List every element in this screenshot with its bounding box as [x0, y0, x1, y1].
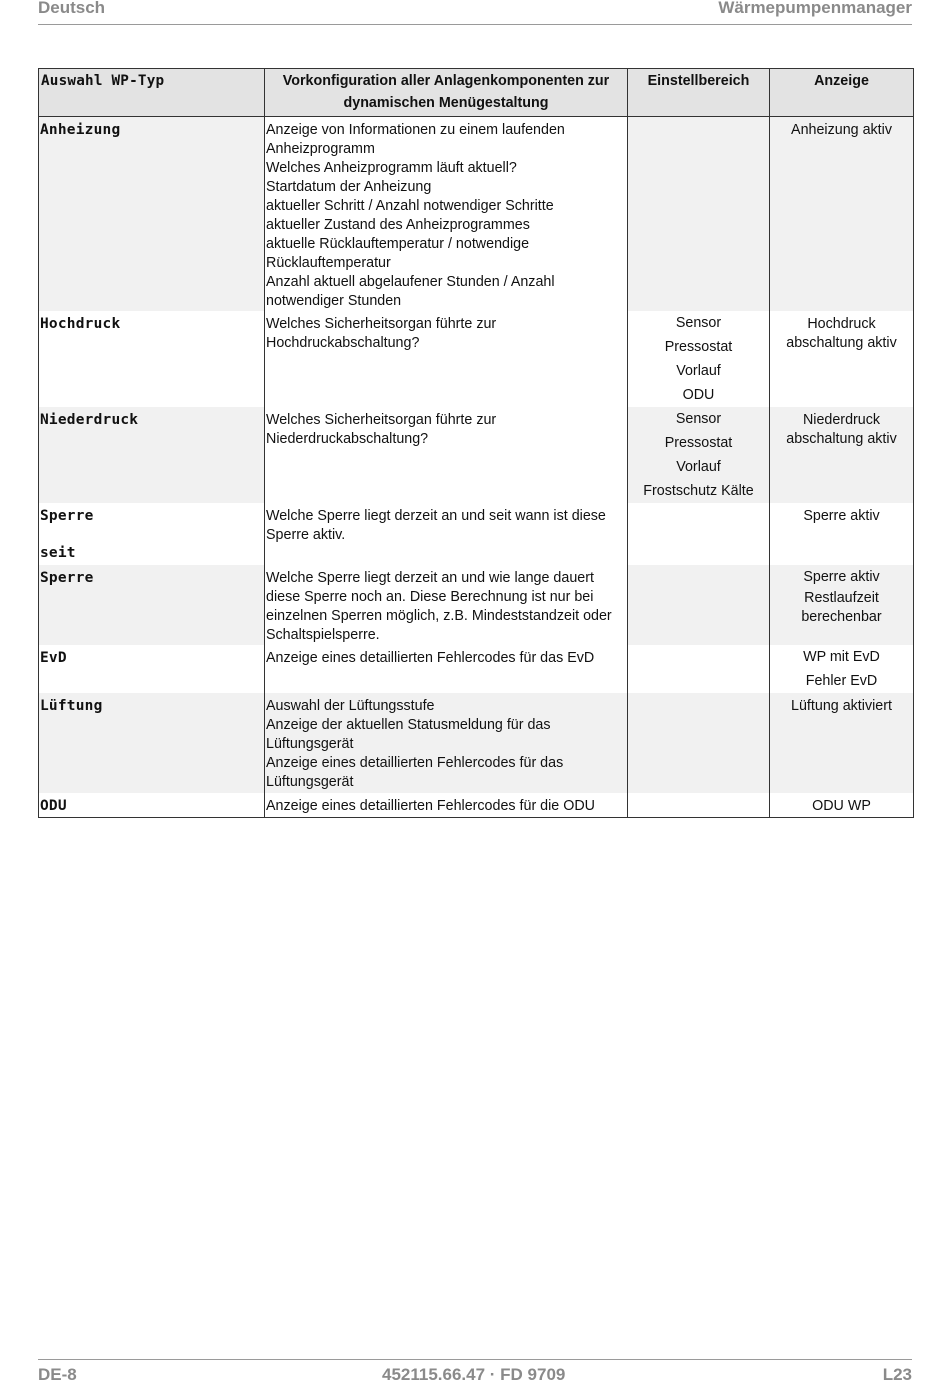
description-line: Startdatum der Anheizung [266, 179, 432, 195]
display-value: Niederdruck abschaltung aktiv [786, 412, 897, 447]
row-name: Hochdruck [39, 311, 265, 407]
row-description [265, 407, 628, 503]
table-row [39, 117, 914, 312]
row-range [628, 645, 770, 693]
row-name [39, 503, 265, 565]
footer-page-number: DE-8 [38, 1365, 77, 1384]
page-header [38, 0, 912, 25]
row-description [265, 565, 628, 645]
description-line: Welches Sicherheitsorgan führte zur Hochdruckabschaltung? [266, 316, 497, 351]
range-option: Sensor [675, 411, 722, 427]
description-line: aktuelle Rücklauftemperatur / notwendige Rücklauftemperatur [266, 236, 530, 271]
row-description [265, 645, 628, 693]
row-range [628, 503, 770, 565]
row-description [265, 117, 628, 312]
display-value: Restlaufzeit berechenbar [801, 590, 882, 625]
row-display [770, 311, 914, 407]
range-option: Vorlauf [676, 459, 721, 475]
description-line: Anzeige eines detaillierten Fehlercodes für das EvD [266, 650, 595, 666]
table-row [39, 645, 914, 693]
range-option: ODU [682, 387, 715, 403]
range-option: Vorlauf [676, 363, 721, 379]
row-display [770, 565, 914, 645]
description-line: Welche Sperre liegt derzeit an und seit wann ist diese Sperre aktiv. [266, 508, 606, 543]
description-line: aktueller Zustand des Anheizprogrammes [266, 217, 530, 233]
display-value: Lüftung aktiviert [791, 698, 892, 714]
table-row [39, 793, 914, 818]
display-value: Sperre aktiv [803, 508, 880, 524]
table-row [39, 407, 914, 503]
row-name: ODU [39, 793, 265, 818]
header-wp-type: Auswahl WP-Typ [39, 69, 265, 117]
table-row [39, 693, 914, 793]
header-preconfiguration: Vorkonfiguration aller Anlagenkomponenten zur dynamischen Menügestaltung [265, 69, 628, 117]
settings-table [38, 68, 914, 818]
description-line: aktueller Schritt / Anzahl notwendiger Schritte [266, 198, 554, 214]
display-value: Hochdruck abschaltung aktiv [786, 316, 897, 351]
row-range [628, 565, 770, 645]
description-line: Anzeige eines detaillierten Fehlercodes für das Lüftungsgerät [266, 755, 564, 790]
row-display [770, 117, 914, 312]
row-description [265, 693, 628, 793]
display-value: Fehler EvD [805, 673, 878, 689]
range-option: Frostschutz Kälte [643, 483, 754, 499]
footer-rule [38, 1359, 912, 1360]
row-description [265, 793, 628, 818]
row-name: Niederdruck [39, 407, 265, 503]
range-option: Pressostat [664, 435, 733, 451]
header-display: Anzeige [770, 69, 914, 117]
description-line: Anzeige von Informationen zu einem laufenden Anheizprogramm [266, 122, 565, 157]
row-name-line: Sperre [40, 508, 94, 524]
display-value: WP mit EvD [803, 649, 880, 665]
row-display [770, 693, 914, 793]
header-setting-range: Einstellbereich [628, 69, 770, 117]
description-line: Welches Sicherheitsorgan führte zur Niederdruckabschaltung? [266, 412, 497, 447]
row-description [265, 311, 628, 407]
row-display [770, 503, 914, 565]
description-line: Anzeige der aktuellen Statusmeldung für das Lüftungsgerät [266, 717, 551, 752]
row-range [628, 407, 770, 503]
display-value: Anheizung aktiv [791, 122, 892, 138]
row-description [265, 503, 628, 565]
description-line: Anzeige eines detaillierten Fehlercodes für die ODU [266, 798, 596, 814]
display-value: Sperre aktiv [803, 569, 880, 585]
header-product-title: Wärmepumpenmanager [718, 0, 912, 17]
description-line: Welche Sperre liegt derzeit an und wie lange dauert diese Sperre noch an. Diese Berechnung ist nur bei einzelnen Sperren möglich, z.B. Mindeststandzeit oder Schaltspielsperre. [266, 570, 612, 643]
description-line: Anzahl aktuell abgelaufener Stunden / Anzahl notwendiger Stunden [266, 274, 555, 309]
row-range [628, 693, 770, 793]
row-display [770, 645, 914, 693]
header-language: Deutsch [38, 0, 106, 17]
row-name: Sperre [39, 565, 265, 645]
row-name: Lüftung [39, 693, 265, 793]
description-line: Welches Anheizprogramm läuft aktuell? [266, 160, 517, 176]
row-name: EvD [39, 645, 265, 693]
row-name-line: seit [40, 545, 76, 561]
range-option: Sensor [675, 315, 722, 331]
row-display [770, 793, 914, 818]
footer-code: L23 [882, 1365, 912, 1384]
row-display [770, 407, 914, 503]
display-value: ODU WP [812, 798, 871, 814]
footer-document-id: 452115.66.47 · FD 9709 [382, 1365, 566, 1384]
table-row [39, 565, 914, 645]
range-option: Pressostat [664, 339, 733, 355]
row-range [628, 311, 770, 407]
table-header-row [39, 69, 914, 117]
description-line: Auswahl der Lüftungsstufe [266, 698, 435, 714]
table-row [39, 503, 914, 565]
table-row [39, 311, 914, 407]
row-range [628, 117, 770, 312]
row-name: Anheizung [39, 117, 265, 312]
row-range [628, 793, 770, 818]
